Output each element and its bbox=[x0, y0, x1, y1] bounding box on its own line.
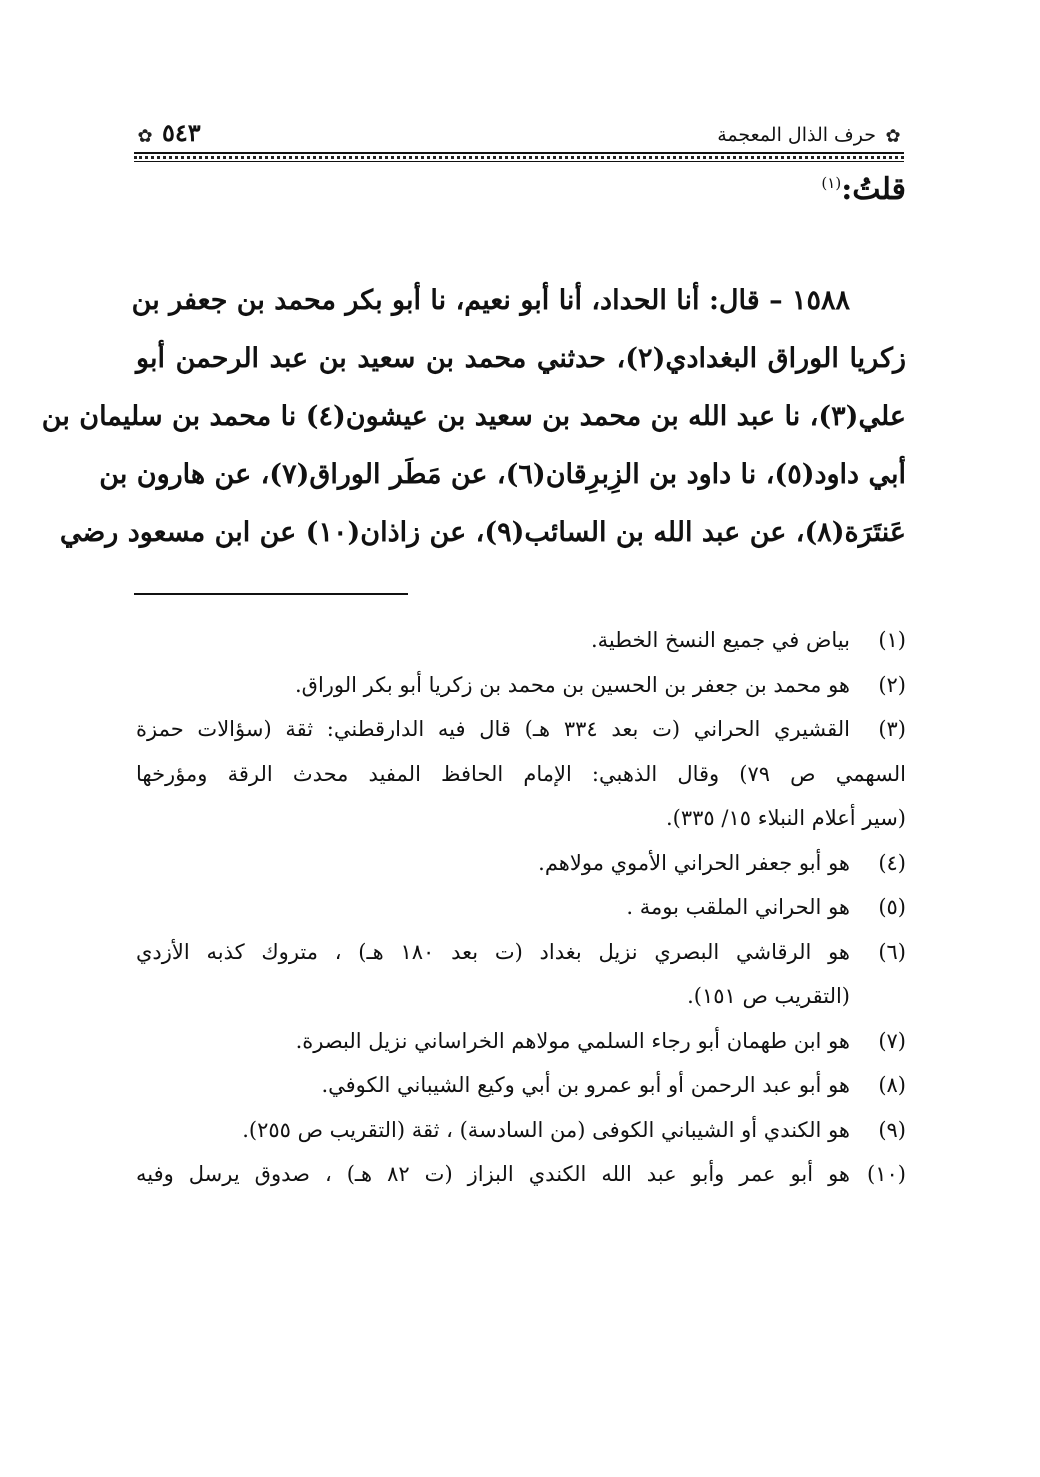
text-line: ١٥٨٨ – قال: أنا الحداد، أنا أبو نعيم، نا أبو بكر محمد بن جعفر بن bbox=[131, 285, 850, 316]
footnote-number: (١٠) bbox=[867, 1162, 906, 1186]
footnote bbox=[136, 1019, 906, 1064]
footnote-text: بياض في جميع النسخ الخطية. bbox=[591, 628, 850, 652]
footnote bbox=[136, 1152, 906, 1197]
footnote bbox=[136, 707, 906, 841]
footnote-number: (٧) bbox=[878, 1028, 906, 1053]
footnote-text: السهمي ص ٧٩) وقال الذهبي: الإمام الحافظ المفيد محدث الرقة ومؤرخها bbox=[136, 761, 906, 786]
heading bbox=[821, 172, 906, 207]
text-line: أبي داود(٥)، نا داود بن الزِبرِقان(٦)، عن مَطَر الوراق(٧)، عن هارون بن bbox=[99, 459, 906, 490]
page-number: ٥٤٣ bbox=[162, 118, 201, 147]
footnote-text: القشيري الحراني (ت بعد ٣٣٤ هـ) قال فيه الدارقطني: ثقة (سؤالات حمزة bbox=[136, 717, 851, 741]
footnotes bbox=[136, 618, 906, 1197]
footnote-ref: (١) bbox=[821, 174, 842, 192]
footnote-number: (٨) bbox=[878, 1073, 906, 1097]
footnote bbox=[136, 930, 906, 1019]
footnote-number: (٤) bbox=[878, 850, 906, 875]
main-text bbox=[41, 272, 906, 562]
floral-ornament-icon: ✿ bbox=[885, 126, 901, 147]
footnote bbox=[136, 885, 906, 930]
footnote-number: (٢) bbox=[878, 672, 906, 697]
text-line: عَنتَرَة(٨)، عن عبد الله بن السائب(٩)، عن زاذان(١٠) عن ابن مسعود رضي bbox=[59, 517, 906, 548]
running-header bbox=[134, 118, 904, 164]
heading-text: قلتُ: bbox=[841, 172, 906, 207]
text-line: زكريا الوراق البغدادي(٢)، حدثني محمد بن سعيد بن عبد الرحمن أبو bbox=[136, 343, 906, 374]
footnote-text: هو الكندي أو الشيباني الكوفى (من السادسة) ، ثقة (التقريب ص ٢٥٥). bbox=[242, 1117, 850, 1142]
footnote-number: (١) bbox=[878, 628, 906, 652]
header-rule bbox=[134, 161, 904, 162]
footnote-number: (٦) bbox=[878, 939, 906, 964]
header-dotted-rule bbox=[134, 156, 904, 159]
footnote-text: (التقريب ص ١٥١). bbox=[687, 984, 850, 1008]
footnote-text: هو أبو عبد الرحمن أو أبو عمرو بن أبي وكيع الشيباني الكوفي. bbox=[321, 1073, 850, 1097]
footnote-text: هو الرقاشي البصري نزيل بغداد (ت بعد ١٨٠ هـ) ، متروك كذبه الأزدي bbox=[136, 939, 851, 964]
footnote bbox=[136, 618, 906, 663]
footnote bbox=[136, 841, 906, 886]
footnote-text: هو أبو عمر وأبو عبد الله الكندي البزاز (ت ٨٢ هـ) ، صدوق يرسل وفيه bbox=[136, 1162, 850, 1186]
footnote-text: هو محمد بن جعفر بن الحسين بن محمد بن زكريا أبو بكر الوراق. bbox=[294, 672, 850, 697]
footnote-text: (سير أعلام النبلاء ١٥/ ٣٣٥). bbox=[666, 806, 906, 830]
header-rule bbox=[134, 152, 904, 154]
footnote-number: (٩) bbox=[878, 1117, 906, 1142]
footnote-separator bbox=[134, 593, 408, 595]
floral-ornament-icon: ✿ bbox=[137, 126, 153, 147]
footnote-text: هو أبو جعفر الحراني الأموي مولاهم. bbox=[538, 850, 850, 875]
footnote bbox=[136, 663, 906, 708]
footnote-number: (٣) bbox=[878, 717, 906, 741]
text-line: علي(٣)، نا عبد الله بن محمد بن سعيد بن عيشون(٤) نا محمد بن سليمان بن bbox=[41, 401, 906, 432]
footnote-number: (٥) bbox=[878, 895, 906, 919]
footnote bbox=[136, 1108, 906, 1153]
footnote-text: هو الحراني الملقب بومة . bbox=[626, 895, 850, 919]
footnote-text: هو ابن طهمان أبو رجاء السلمي مولاهم الخراساني نزيل البصرة. bbox=[295, 1028, 850, 1053]
section-title: حرف الذال المعجمة bbox=[717, 124, 876, 146]
footnote bbox=[136, 1063, 906, 1108]
